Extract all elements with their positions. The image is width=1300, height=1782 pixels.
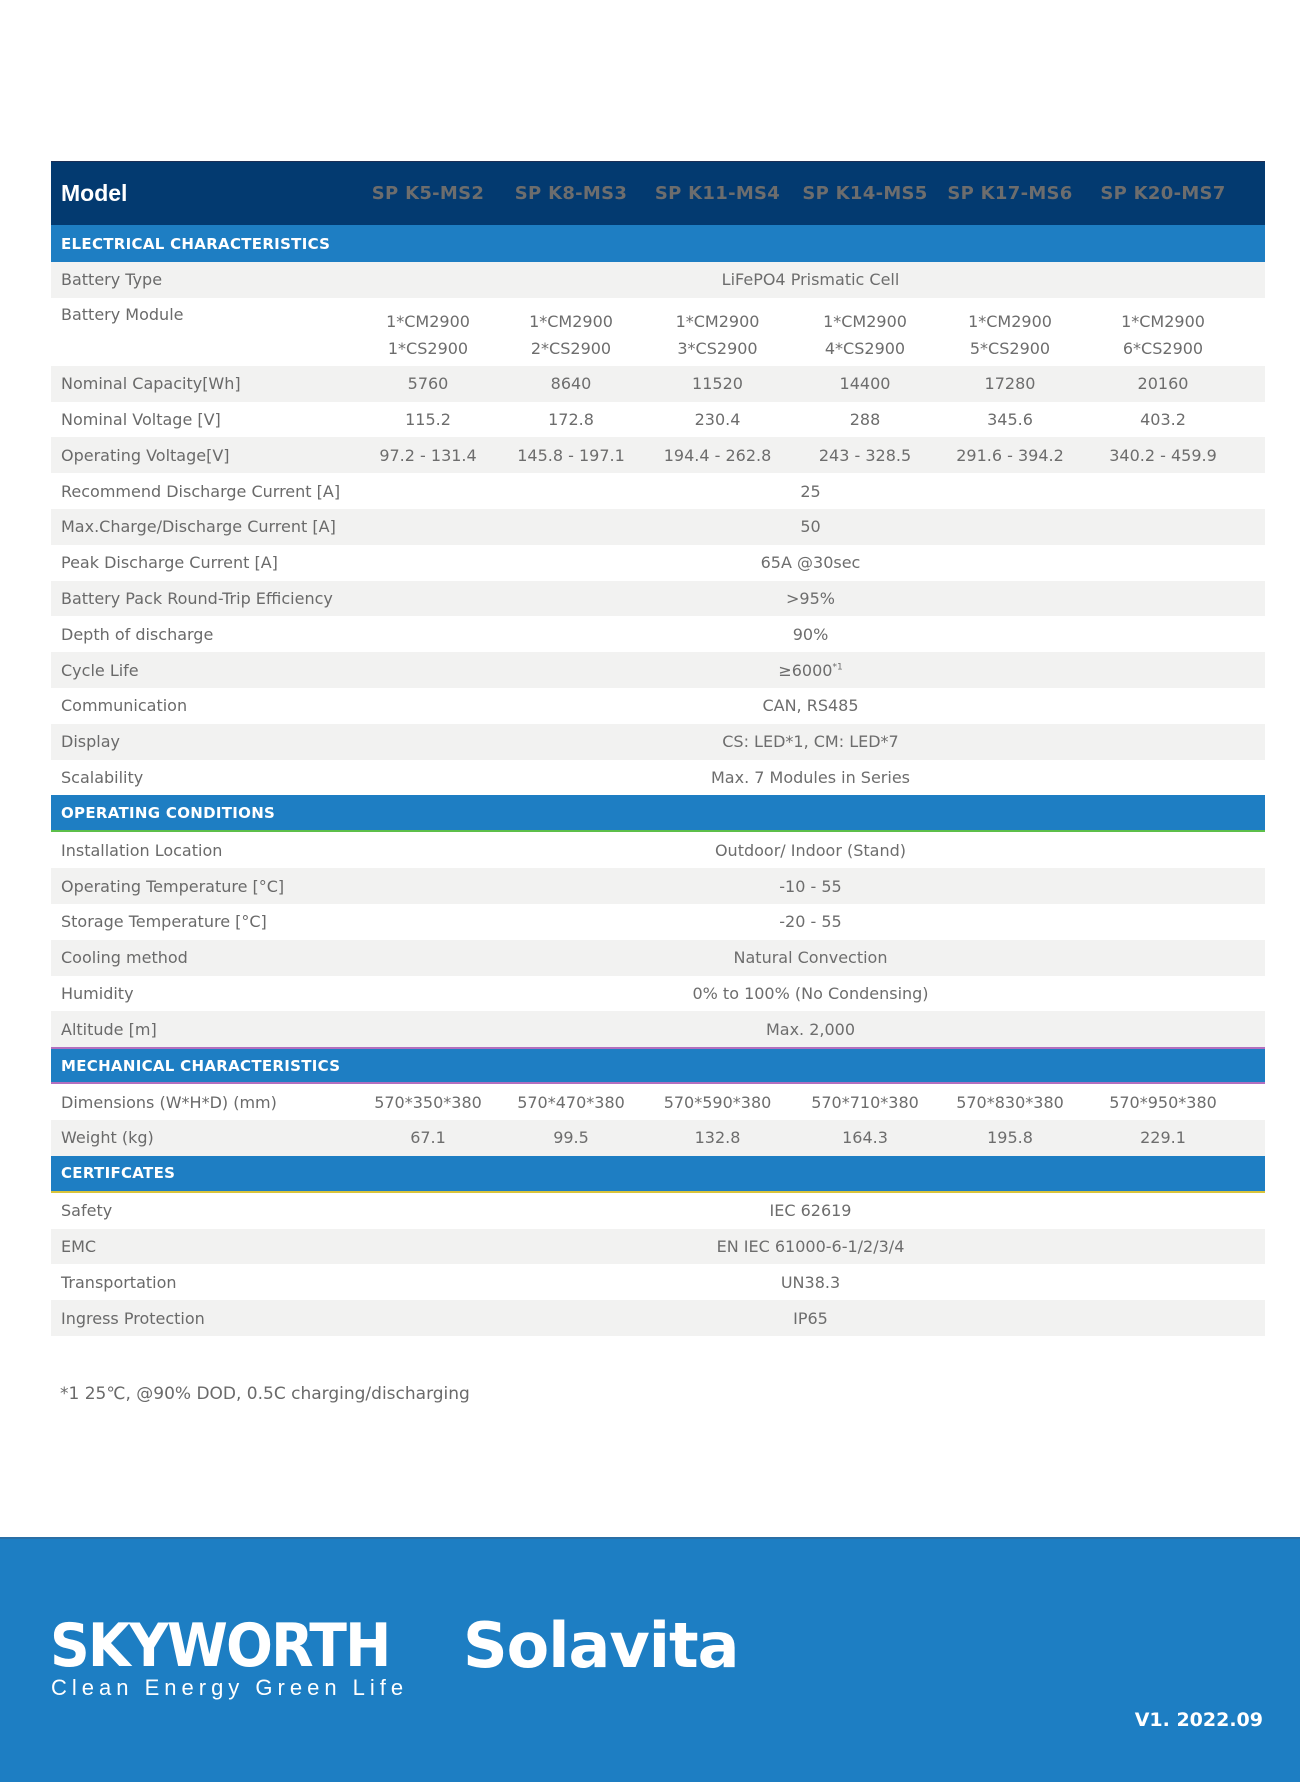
spec-value: 229.1 bbox=[1140, 1128, 1186, 1148]
spec-value: 90% bbox=[792, 624, 829, 644]
spec-value: 230.4 bbox=[694, 409, 741, 429]
module-line: 1*CM2900 bbox=[823, 311, 907, 331]
spec-label: Battery Module bbox=[61, 304, 184, 324]
model-name: SP K11-MS4 bbox=[654, 183, 781, 204]
spec-value: 194.4 - 262.8 bbox=[663, 445, 772, 465]
spec-value: 570*950*380 bbox=[1109, 1092, 1217, 1112]
spec-value: 132.8 bbox=[694, 1128, 741, 1148]
spec-value: 0% to 100% (No Condensing) bbox=[692, 983, 929, 1003]
module-line: 5*CS2900 bbox=[969, 338, 1051, 358]
spec-value: Outdoor/ Indoor (Stand) bbox=[714, 840, 907, 860]
spec-value: 340.2 - 459.9 bbox=[1109, 445, 1217, 465]
spec-value: 5760 bbox=[407, 374, 449, 394]
spec-value: IEC 62619 bbox=[769, 1201, 852, 1221]
spec-label: Display bbox=[61, 732, 120, 752]
model-name: SP K20-MS7 bbox=[1100, 183, 1226, 204]
model-name: SP K5-MS2 bbox=[371, 183, 485, 204]
spec-value: 8640 bbox=[550, 374, 592, 394]
spec-label: Max.Charge/Discharge Current [A] bbox=[61, 517, 336, 537]
spec-value: 345.6 bbox=[987, 409, 1033, 429]
spec-label: Cooling method bbox=[61, 948, 188, 968]
spec-value: 288 bbox=[849, 409, 881, 429]
spec-row-operating-temperature bbox=[51, 868, 1265, 904]
spec-value: Max. 7 Modules in Series bbox=[711, 767, 910, 787]
spec-row-installation-location bbox=[51, 832, 1265, 868]
spec-label: Transportation bbox=[61, 1272, 177, 1292]
spec-value: 570*350*380 bbox=[374, 1092, 482, 1112]
spec-value: 403.2 bbox=[1140, 409, 1186, 429]
footnote: *1 25℃, @90% DOD, 0.5C charging/discharging bbox=[60, 1384, 470, 1404]
spec-row-nominal-voltage bbox=[51, 402, 1265, 438]
module-line: 1*CM2900 bbox=[529, 311, 613, 331]
spec-table bbox=[51, 161, 1265, 1336]
footnote-marker: *1 bbox=[832, 662, 843, 673]
module-line: 1*CM2900 bbox=[968, 311, 1052, 331]
spec-value: LiFePO4 Prismatic Cell bbox=[721, 270, 900, 290]
spec-value: 99.5 bbox=[553, 1128, 589, 1148]
spec-row-safety bbox=[51, 1193, 1265, 1229]
module-line: 1*CS2900 bbox=[387, 338, 469, 358]
spec-label: Altitude [m] bbox=[61, 1019, 157, 1039]
spec-value: 11520 bbox=[692, 374, 743, 394]
footer bbox=[0, 1537, 1300, 1782]
model-name: SP K17-MS6 bbox=[947, 183, 1073, 204]
spec-label: Communication bbox=[61, 696, 188, 716]
spec-value: CAN, RS485 bbox=[762, 696, 859, 716]
spec-value: >95% bbox=[786, 588, 835, 608]
spec-label: Humidity bbox=[61, 983, 134, 1003]
version-label: V1. 2022.09 bbox=[1134, 1709, 1263, 1731]
brand-logo: SKYWORTH bbox=[50, 1611, 390, 1681]
spec-value: 17280 bbox=[984, 374, 1036, 394]
model-name: SP K8-MS3 bbox=[514, 183, 628, 204]
spec-value: 67.1 bbox=[410, 1128, 446, 1148]
module-line: 1*CM2900 bbox=[675, 311, 760, 331]
module-cell bbox=[356, 298, 500, 362]
spec-value: 570*590*380 bbox=[663, 1092, 772, 1112]
spec-value: -20 - 55 bbox=[779, 912, 842, 932]
spec-label: Battery Pack Round-Trip Efficiency bbox=[61, 588, 333, 608]
model-name: SP K14-MS5 bbox=[802, 183, 928, 204]
module-line: 1*CM2900 bbox=[1121, 311, 1205, 331]
spec-value: 172.8 bbox=[548, 409, 594, 429]
spec-row-weight bbox=[51, 1120, 1265, 1156]
spec-label: Storage Temperature [°C] bbox=[61, 912, 267, 932]
spec-value: 164.3 bbox=[842, 1128, 888, 1148]
spec-label: Scalability bbox=[61, 767, 144, 787]
spec-value: 243 - 328.5 bbox=[818, 445, 912, 465]
spec-row-depth-of-discharge bbox=[51, 616, 1265, 652]
spec-label: Ingress Protection bbox=[61, 1308, 205, 1328]
spec-value: Max. 2,000 bbox=[765, 1019, 856, 1039]
spec-value: EN IEC 61000-6-1/2/3/4 bbox=[716, 1236, 905, 1256]
spec-value: 570*710*380 bbox=[811, 1092, 919, 1112]
spec-row-display bbox=[51, 724, 1265, 760]
spec-label: Peak Discharge Current [A] bbox=[61, 553, 278, 573]
model-header-row bbox=[51, 161, 1265, 225]
sub-brand-logo: Solavita bbox=[463, 1609, 739, 1682]
spec-label: Installation Location bbox=[61, 840, 223, 860]
spec-value: 291.6 - 394.2 bbox=[956, 445, 1064, 465]
slogan: Clean Energy Green Life bbox=[51, 1675, 409, 1700]
spec-label: Cycle Life bbox=[61, 660, 139, 680]
spec-row-humidity bbox=[51, 976, 1265, 1012]
spec-value: 570*830*380 bbox=[956, 1092, 1064, 1112]
spec-row-storage-temperature bbox=[51, 904, 1265, 940]
spec-label: Nominal Capacity[Wh] bbox=[61, 374, 241, 394]
spec-label: Recommend Discharge Current [A] bbox=[61, 481, 341, 501]
spec-value: 20160 bbox=[1137, 374, 1189, 394]
spec-row-altitude bbox=[51, 1011, 1265, 1047]
spec-value bbox=[356, 661, 1265, 680]
spec-value: 570*470*380 bbox=[517, 1092, 625, 1112]
spec-row-cooling-method bbox=[51, 940, 1265, 976]
spec-value: Natural Convection bbox=[733, 948, 888, 968]
spec-label: EMC bbox=[61, 1236, 97, 1256]
spec-label: Weight (kg) bbox=[61, 1128, 154, 1148]
module-line: 4*CS2900 bbox=[824, 338, 906, 358]
section-header-electrical: ELECTRICAL CHARACTERISTICS bbox=[51, 225, 1265, 262]
spec-value: -10 - 55 bbox=[779, 876, 842, 896]
spec-row-recommend-discharge bbox=[51, 473, 1265, 509]
spec-row-battery-module bbox=[51, 298, 1265, 366]
spec-label: Nominal Voltage [V] bbox=[61, 409, 221, 429]
model-label: Model bbox=[61, 180, 128, 206]
spec-row-peak-discharge bbox=[51, 545, 1265, 581]
spec-row-battery-type bbox=[51, 262, 1265, 298]
spec-value: CS: LED*1, CM: LED*7 bbox=[722, 732, 899, 752]
spec-row-dimensions bbox=[51, 1084, 1265, 1120]
spec-value: 14400 bbox=[839, 374, 891, 394]
spec-label: Dimensions (W*H*D) (mm) bbox=[61, 1092, 277, 1112]
module-line: 3*CS2900 bbox=[677, 338, 758, 358]
spec-label: Operating Voltage[V] bbox=[61, 445, 230, 465]
section-header-certificates: CERTIFCATES bbox=[51, 1156, 1265, 1193]
section-header-operating: OPERATING CONDITIONS bbox=[51, 795, 1265, 832]
module-cell bbox=[1083, 298, 1243, 362]
spec-value: IP65 bbox=[793, 1308, 828, 1328]
spec-value: 25 bbox=[800, 481, 821, 501]
spec-row-emc bbox=[51, 1229, 1265, 1265]
spec-value: UN38.3 bbox=[780, 1272, 841, 1292]
spec-label: Safety bbox=[61, 1201, 113, 1221]
spec-value: 115.2 bbox=[405, 409, 451, 429]
module-cell bbox=[642, 298, 793, 362]
spec-row-transportation bbox=[51, 1264, 1265, 1300]
spec-label: Battery Type bbox=[61, 270, 163, 290]
spec-row-cycle-life bbox=[51, 652, 1265, 688]
spec-row-communication bbox=[51, 688, 1265, 724]
spec-row-nominal-capacity bbox=[51, 366, 1265, 402]
spec-value: 195.8 bbox=[987, 1128, 1033, 1148]
spec-row-ingress-protection bbox=[51, 1300, 1265, 1336]
spec-value: 145.8 - 197.1 bbox=[517, 445, 625, 465]
spec-value: 65A @30sec bbox=[760, 553, 861, 573]
spec-label: Depth of discharge bbox=[61, 624, 214, 644]
spec-row-operating-voltage bbox=[51, 437, 1265, 473]
spec-row-max-charge-discharge bbox=[51, 509, 1265, 545]
module-line: 6*CS2900 bbox=[1122, 338, 1204, 358]
section-header-mechanical: MECHANICAL CHARACTERISTICS bbox=[51, 1047, 1265, 1084]
spec-row-scalability bbox=[51, 760, 1265, 796]
spec-row-round-trip-efficiency bbox=[51, 581, 1265, 617]
module-cell bbox=[500, 298, 642, 362]
module-line: 2*CS2900 bbox=[530, 338, 612, 358]
module-line: 1*CM2900 bbox=[386, 311, 470, 331]
module-cell bbox=[937, 298, 1083, 362]
module-cell bbox=[793, 298, 937, 362]
spec-value: 97.2 - 131.4 bbox=[379, 445, 477, 465]
cycle-life-value: ≥6000 bbox=[778, 660, 833, 680]
spec-label: Operating Temperature [°C] bbox=[61, 876, 285, 896]
spec-value: 50 bbox=[800, 517, 821, 537]
